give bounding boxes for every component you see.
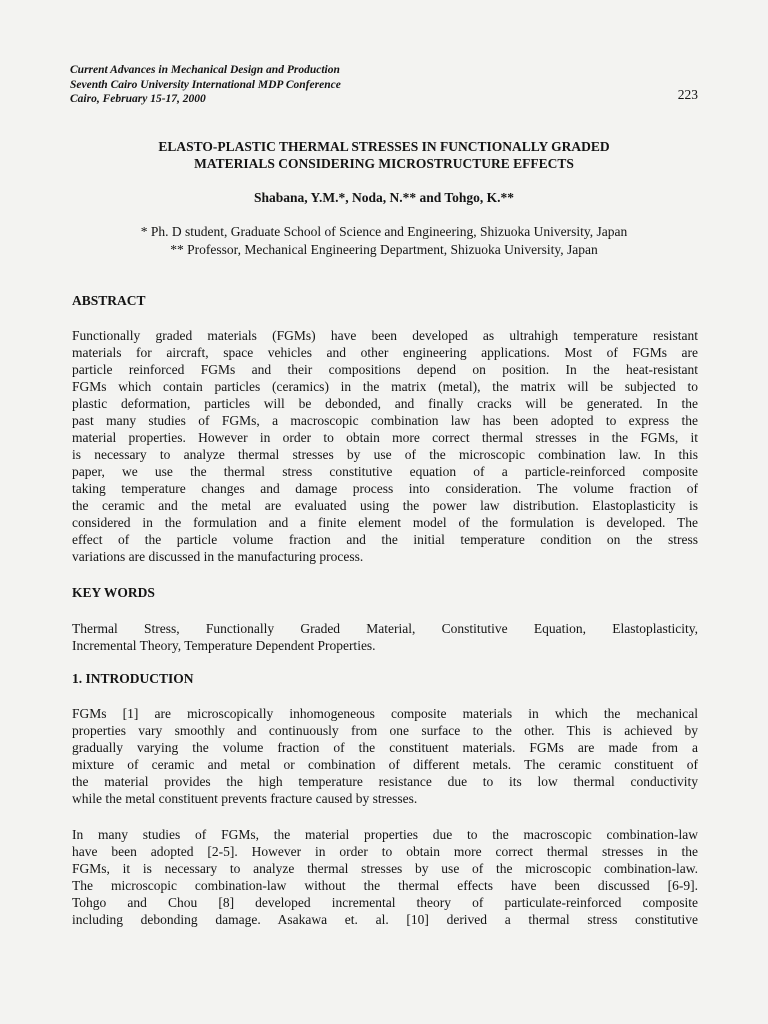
text-line: while the metal constituent prevents fracture caused by stresses. [72, 791, 418, 806]
title-line: ELASTO-PLASTIC THERMAL STRESSES IN FUNCTIONALLY GRADED [158, 139, 610, 154]
text-line: the ceramic and the metal are evaluated using the power law distribution. Elastoplasticity is [72, 498, 698, 513]
affiliations [60, 223, 708, 259]
title-line: MATERIALS CONSIDERING MICROSTRUCTURE EFFECTS [194, 155, 574, 171]
text-line: effect of the particle volume fraction and the initial temperature condition on the stress [72, 532, 698, 547]
text-line: paper, we use the thermal stress constitutive equation of a particle-reinforced composite [72, 464, 698, 479]
abstract-heading: ABSTRACT [72, 293, 146, 308]
text-line: the material provides the high temperature resistance due to its low thermal conductivity [72, 774, 698, 789]
text-line: material properties. However in order to obtain more correct thermal stresses in the FGMs, it [72, 430, 698, 445]
affiliation-line: * Ph. D student, Graduate School of Science and Engineering, Shizuoka University, Japan [140, 224, 628, 239]
text-line: mixture of ceramic and metal or combination of different metals. The ceramic constituent of [72, 757, 698, 772]
text-line: Tohgo and Chou [8] developed incremental theory of particulate-reinforced composite [72, 895, 698, 910]
text-line: The microscopic combination-law without the thermal effects have been discussed [6-9]. [72, 878, 698, 893]
text-line: variations are discussed in the manufacturing process. [72, 549, 364, 564]
text-line: taking temperature changes and damage process into consideration. The volume fraction of [72, 481, 698, 496]
text-line: Functionally graded materials (FGMs) have been developed as ultrahigh temperature resistant [72, 328, 698, 343]
text-line: materials for aircraft, space vehicles and other engineering applications. Most of FGMs are [72, 345, 698, 360]
authors: Shabana, Y.M.*, Noda, N.** and Tohgo, K.** [253, 190, 515, 205]
text-line: FGMs which contain particles (ceramics) in the matrix (metal), the matrix will be subjected to [72, 379, 698, 394]
text-line: particle reinforced FGMs and their compositions depend on position. In the heat-resistant [72, 362, 698, 377]
text-line: Thermal Stress, Functionally Graded Material, Constitutive Equation, Elastoplasticity, [72, 621, 698, 636]
affiliation-line: ** Professor, Mechanical Engineering Department, Shizuoka University, Japan [170, 242, 598, 257]
text-line: Incremental Theory, Temperature Dependent Properties. [72, 638, 376, 653]
abstract-body [72, 327, 698, 565]
page-number: 223 [677, 87, 698, 102]
text-line: FGMs [1] are microscopically inhomogeneous composite materials in which the mechanical [72, 706, 698, 721]
text-line: including debonding damage. Asakawa et. al. [10] derived a thermal stress constitutive [72, 912, 698, 927]
conference-line: Seventh Cairo University International MDP Conference [70, 78, 341, 91]
introduction-paragraph-2 [72, 826, 698, 928]
introduction-paragraph-1 [72, 705, 698, 807]
conference-line: Current Advances in Mechanical Design and Production [70, 64, 340, 76]
text-line: In many studies of FGMs, the material properties due to the macroscopic combination-law [72, 827, 698, 842]
introduction-heading: 1. INTRODUCTION [72, 671, 194, 686]
text-line: have been adopted [2-5]. However in order to obtain more correct thermal stresses in the [72, 844, 698, 859]
text-line: considered in the formulation and a finite element model of the formulation is developed. The [72, 515, 698, 530]
keywords-heading: KEY WORDS [72, 585, 155, 600]
text-line: properties vary smoothly and continuously from one surface to the other. This is achieved by [72, 723, 698, 738]
text-line: is necessary to analyze thermal stresses by use of the microscopic combination law. In this [72, 447, 698, 462]
conference-header [70, 63, 341, 107]
conference-line: Cairo, February 15-17, 2000 [70, 93, 206, 105]
text-line: plastic deformation, particles will be debonded, and finally cracks will be generated. In the [72, 396, 698, 411]
text-line: FGMs, it is necessary to analyze thermal stresses by use of the microscopic combination-law. [72, 861, 698, 876]
text-line: gradually varying the volume fraction of the constituent materials. FGMs are made from a [72, 740, 698, 755]
keywords-body [72, 620, 698, 654]
text-line: past many studies of FGMs, a macroscopic combination law has been adopted to express the [72, 413, 698, 428]
paper-title [60, 139, 708, 172]
